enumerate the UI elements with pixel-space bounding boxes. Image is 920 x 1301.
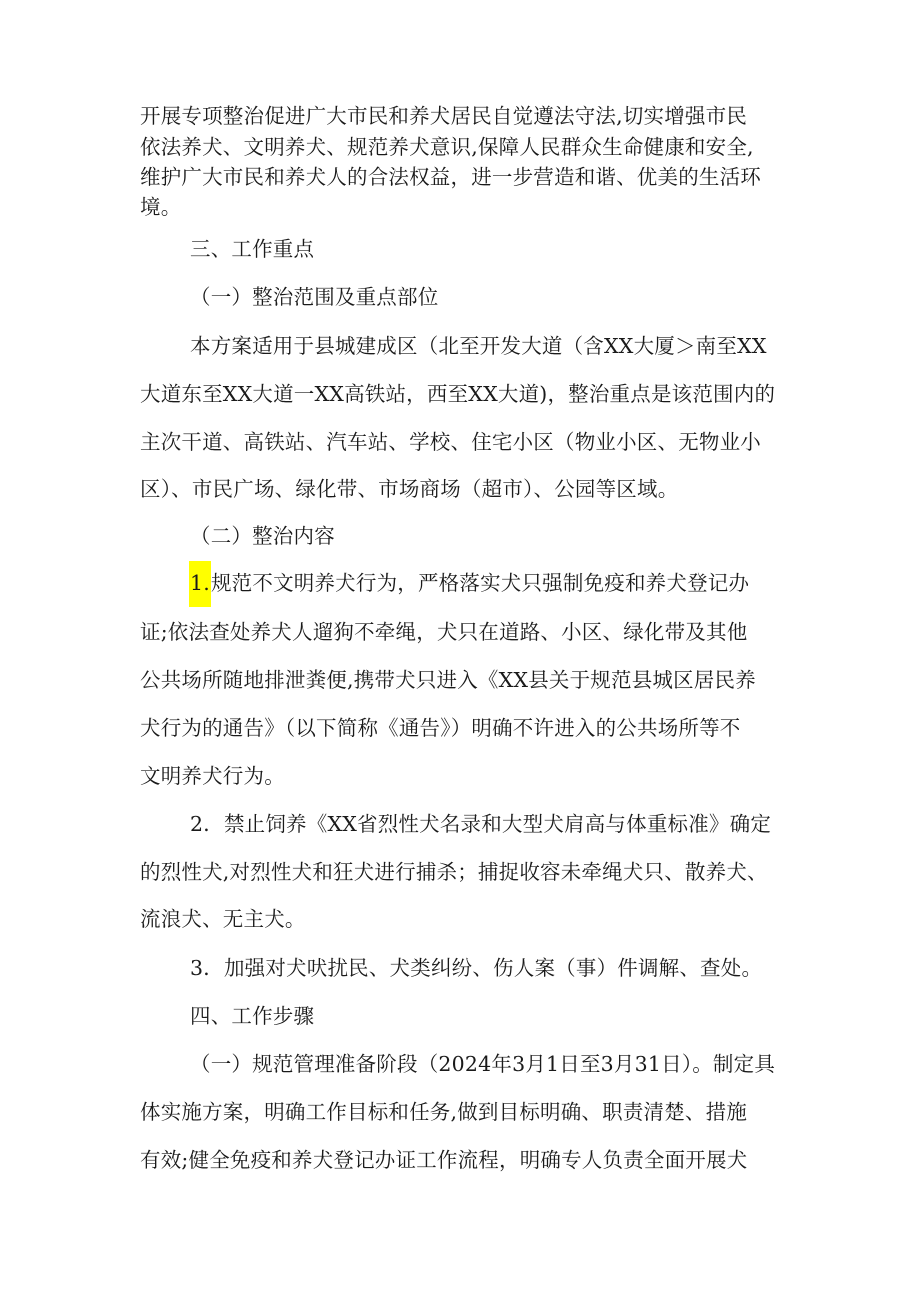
item-1-line-1 [189, 570, 749, 596]
scope-line-1: 本方案适用于县城建成区（北至开发大道（含XX大厦＞南至XX [190, 334, 767, 358]
intro-line-4: 境。 [140, 195, 182, 219]
step-1-line-2: 体实施方案，明确工作目标和任务,做到目标明确、职责清楚、措施 [140, 1100, 748, 1124]
item-1-line-3: 公共场所随地排泄粪便,携带犬只进入《XX县关于规范县城区居民养 [140, 668, 756, 692]
step-1-line-1: （一）规范管理准备阶段（2024年3月1日至3月31日）。制定具 [190, 1052, 776, 1076]
section-heading-work-steps: 四、工作步骤 [190, 1004, 315, 1028]
section-heading-work-focus: 三、工作重点 [190, 237, 315, 261]
scope-line-4: 区）、市民广场、绿化带、市场商场（超市）、公园等区域。 [140, 477, 679, 501]
item-2-line-2: 的烈性犬,对烈性犬和狂犬进行捕杀；捕捉收容未牵绳犬只、散养犬、 [140, 860, 768, 884]
item-2-line-3: 流浪犬、无主犬。 [140, 907, 306, 931]
item-1-line-5: 文明养犬行为。 [140, 764, 285, 788]
subheading-scope-and-key-areas: （一）整治范围及重点部位 [190, 285, 439, 309]
item-3-line-1: 3．加强对犬吠扰民、犬类纠纷、伤人案（事）件调解、查处。 [190, 956, 763, 980]
scope-line-2: 大道东至XX大道一XX高铁站，西至XX大道)，整治重点是该范围内的 [140, 382, 776, 406]
step-1-line-3: 有效;健全免疫和养犬登记办证工作流程，明确专人负责全面开展犬 [140, 1148, 748, 1172]
intro-line-2: 依法养犬、文明养犬、规范养犬意识,保障人民群众生命健康和安全, [140, 135, 754, 159]
intro-line-1: 开展专项整治促进广大市民和养犬居民自觉遵法守法,切实增强市民 [140, 104, 748, 128]
intro-line-3: 维护广大市民和养犬人的合法权益，进一步营造和谐、优美的生活环 [140, 165, 761, 189]
item-1-line-1-text: 规范不文明养犬行为，严格落实犬只强制免疫和养犬登记办 [210, 571, 750, 595]
highlighted-item-number: 1. [189, 561, 211, 607]
item-2-line-1: 2．禁止饲养《XX省烈性犬名录和大型犬肩高与体重标准》确定 [190, 812, 772, 836]
scope-line-3: 主次干道、高铁站、汽车站、学校、住宅小区（物业小区、无物业小 [140, 430, 761, 454]
item-1-line-2: 证;依法查处养犬人遛狗不牵绳，犬只在道路、小区、绿化带及其他 [140, 620, 748, 644]
item-1-line-4: 犬行为的通告》（以下简称《通告》）明确不许进入的公共场所等不 [140, 716, 741, 740]
subheading-rectification-content: （二）整治内容 [190, 524, 335, 548]
